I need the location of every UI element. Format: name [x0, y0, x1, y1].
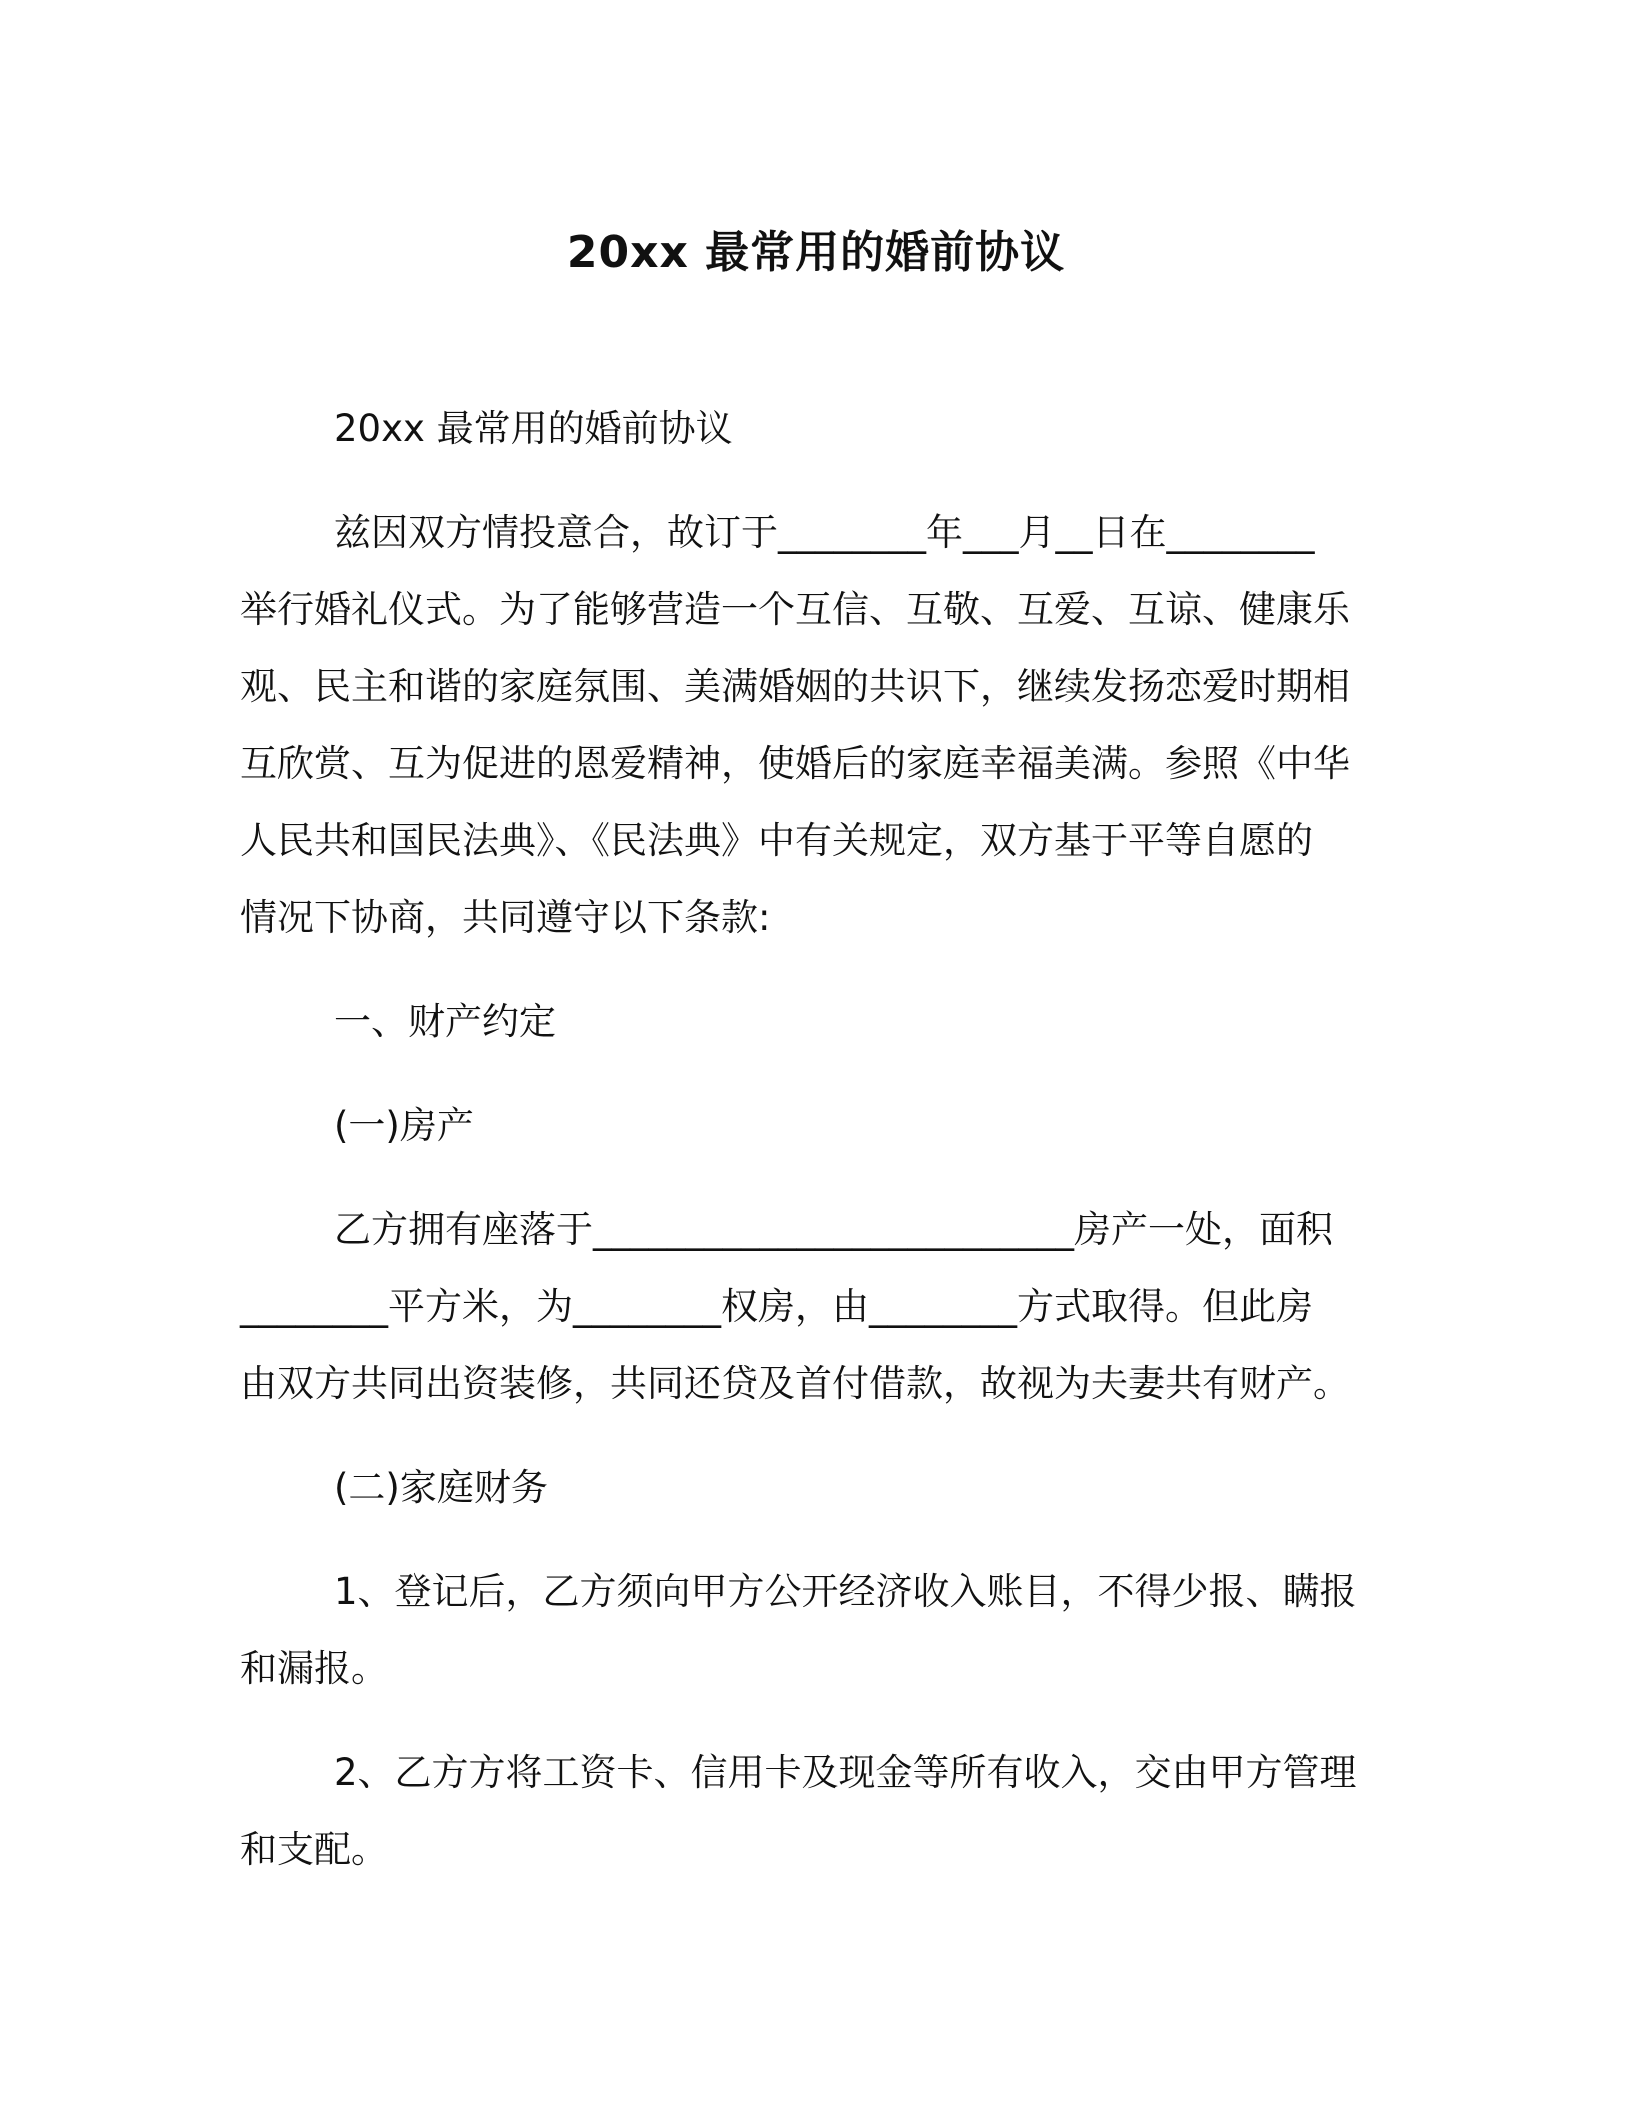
- paragraph-line: 由双方共同出资装修，共同还贷及首付借款，故视为夫妻共有财产。: [240, 1362, 1350, 1405]
- paragraph-line: 举行婚礼仪式。为了能够营造一个互信、互敬、互爱、互谅、健康乐: [240, 588, 1350, 631]
- clause-2: [240, 1734, 1370, 1888]
- document-title: 20xx 最常用的婚前协议: [566, 227, 1066, 278]
- paragraph-line: 乙方拥有座落于__________________________房产一处，面积: [334, 1208, 1333, 1251]
- paragraph-line: 2、乙方方将工资卡、信用卡及现金等所有收入，交由甲方管理: [334, 1751, 1357, 1794]
- subsection-heading-family-finance: [240, 1449, 1370, 1526]
- paragraph-subtitle: [240, 390, 1370, 467]
- section-heading-property: [240, 983, 1370, 1060]
- paragraph-line: 和支配。: [240, 1828, 388, 1871]
- paragraph-preamble: [240, 494, 1370, 956]
- paragraph-line: 互欣赏、互为促进的恩爱精神，使婚后的家庭幸福美满。参照《中华: [240, 742, 1350, 785]
- paragraph-real-estate: [240, 1191, 1370, 1422]
- paragraph-line: 1、登记后，乙方须向甲方公开经济收入账目，不得少报、瞒报: [334, 1570, 1357, 1613]
- paragraph-line: (二)家庭财务: [334, 1466, 548, 1509]
- paragraph-line: 20xx 最常用的婚前协议: [334, 407, 733, 450]
- document-body: [240, 390, 1370, 1915]
- paragraph-line: 人民共和国民法典》、《民法典》中有关规定，双方基于平等自愿的: [240, 819, 1313, 862]
- subsection-heading-real-estate: [240, 1087, 1370, 1164]
- clause-1: [240, 1553, 1370, 1707]
- paragraph-line: 情况下协商，共同遵守以下条款:: [240, 896, 771, 939]
- paragraph-line: ________平方米，为________权房，由________方式取得。但此房: [240, 1285, 1313, 1328]
- paragraph-line: 一、财产约定: [334, 1000, 556, 1043]
- paragraph-line: 兹因双方情投意合，故订于________年___月__日在________: [334, 511, 1315, 554]
- paragraph-line: (一)房产: [334, 1104, 474, 1147]
- paragraph-line: 和漏报。: [240, 1647, 388, 1690]
- paragraph-line: 观、民主和谐的家庭氛围、美满婚姻的共识下，继续发扬恋爱时期相: [240, 665, 1350, 708]
